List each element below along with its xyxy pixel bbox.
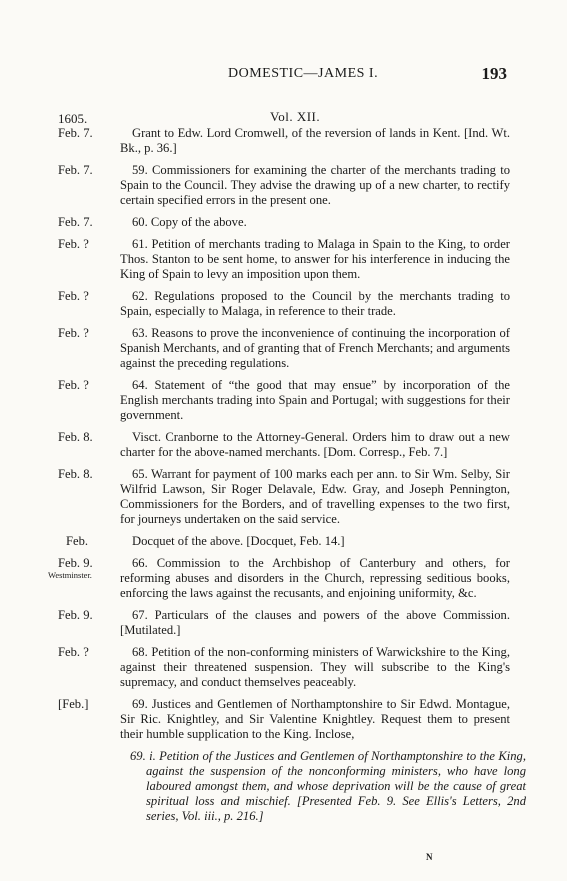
- entry-date: Feb. 8.: [58, 467, 93, 481]
- entry-text: 63. Reasons to prove the inconvenience of continuing the incorporation of Spanish Merchants, and of granting that of French Merchants; and arguments against the preceding regulations.: [120, 326, 510, 370]
- entry-date: Feb. 7.: [58, 215, 93, 229]
- entry-text: 68. Petition of the non-conforming ministers of Warwickshire to the King, against their threatened suspension. They will subscribe to the King's supremacy, and conduct themselves peaceably.: [120, 645, 510, 689]
- sub-entry-text: 69. i. Petition of the Justices and Gentlemen of Northamptonshire to the King, against the suspension of the nonconforming ministers, who have long laboured amongst them, and whose deprivation will be the cause of great spiritual loss and mischief. [Presented Feb. 9. See Ellis's Letters, 2nd series, Vol. iii., p. 216.]: [130, 749, 526, 823]
- entry-date: [Feb.]: [58, 697, 89, 711]
- entry-text: 67. Particulars of the clauses and powers of the above Commission. [Mutilated.]: [120, 608, 510, 637]
- entry-date: Feb. 8.: [58, 430, 93, 444]
- running-head: [0, 66, 567, 86]
- calendar-entry: [0, 215, 567, 230]
- entry-place: Westminster.: [48, 570, 92, 580]
- entry-text: Visct. Cranborne to the Attorney-General. Orders him to draw out a new charter for the above-named merchants. [Dom. Corresp., Feb. 7.]: [120, 430, 510, 459]
- running-title: DOMESTIC—JAMES I.: [228, 66, 379, 81]
- calendar-entry: [0, 237, 567, 282]
- entry-text: 65. Warrant for payment of 100 marks each per ann. to Sir Wm. Selby, Sir Wilfrid Lawson, Sir Roger Delavale, Edw. Gray, and Joseph Pennington, Commissioners for the Borders, and of travelling expenses to the two first, for journeys undertaken on the said service.: [120, 467, 510, 526]
- calendar-entry: [0, 326, 567, 371]
- entry-date: Feb. 9.: [58, 556, 93, 570]
- entry-date: Feb. ?: [58, 326, 89, 340]
- entry-text: Docquet of the above. [Docquet, Feb. 14.]: [132, 534, 345, 548]
- calendar-entry: [0, 430, 567, 460]
- entry-date: Feb. ?: [58, 237, 89, 251]
- calendar-entry: [0, 697, 567, 742]
- calendar-entry: [0, 163, 567, 208]
- calendar-entries: [0, 126, 567, 831]
- entry-text: 59. Commissioners for examining the charter of the merchants trading to Spain to the Council. They advise the drawing up of a new charter, to rectify certain specified errors in the present one.: [120, 163, 510, 207]
- entry-date: Feb. ?: [58, 378, 89, 392]
- calendar-entry: [0, 289, 567, 319]
- calendar-entry: [0, 608, 567, 638]
- entry-text: 62. Regulations proposed to the Council by the merchants trading to Spain, especially to Malaga, in reference to their trade.: [120, 289, 510, 318]
- calendar-entry: [0, 378, 567, 423]
- entry-date: Feb. 7.: [58, 163, 93, 177]
- entry-date: Feb. ?: [58, 289, 89, 303]
- entry-text: 60. Copy of the above.: [132, 215, 247, 229]
- entry-date: Feb. ?: [58, 645, 89, 659]
- volume-heading: Vol. XII.: [270, 109, 321, 124]
- calendar-entry: [0, 126, 567, 156]
- entry-text: 69. Justices and Gentlemen of Northamptonshire to Sir Edwd. Montague, Sir Ric. Knightley, and Sir Valentine Knightley. Request them to present their humble supplication to the King. Inclose,: [120, 697, 510, 741]
- calendar-entry: [0, 645, 567, 690]
- entry-text: 64. Statement of “the good that may ensue” by incorporation of the English merchants trading into Spain and Portugal; with suggestions for their government.: [120, 378, 510, 422]
- entry-date: Feb. 9.: [58, 608, 93, 622]
- entry-text: 61. Petition of merchants trading to Malaga in Spain to the King, to order Thos. Stanton to be sent home, to answer for his interference in inducing the King of Spain to levy an imposition upon them.: [120, 237, 510, 281]
- calendar-entry: [0, 556, 567, 601]
- calendar-entry: [0, 467, 567, 527]
- entry-date: Feb.: [66, 534, 89, 548]
- calendar-sub-entry: [0, 749, 567, 824]
- year-label: 1605.: [58, 111, 88, 126]
- entry-text: 66. Commission to the Archbishop of Canterbury and others, for reforming abuses and disorders in the Church, repressing seditious books, enforcing the laws against the recusants, and enjoining uniformity, &c.: [120, 556, 510, 600]
- calendar-entry: [0, 534, 567, 549]
- entry-date: Feb. 7.: [58, 126, 93, 140]
- signature-mark: N: [426, 852, 433, 862]
- entry-text: Grant to Edw. Lord Cromwell, of the reversion of lands in Kent. [Ind. Wt. Bk., p. 36.]: [120, 126, 510, 155]
- page-number: 193: [481, 64, 507, 83]
